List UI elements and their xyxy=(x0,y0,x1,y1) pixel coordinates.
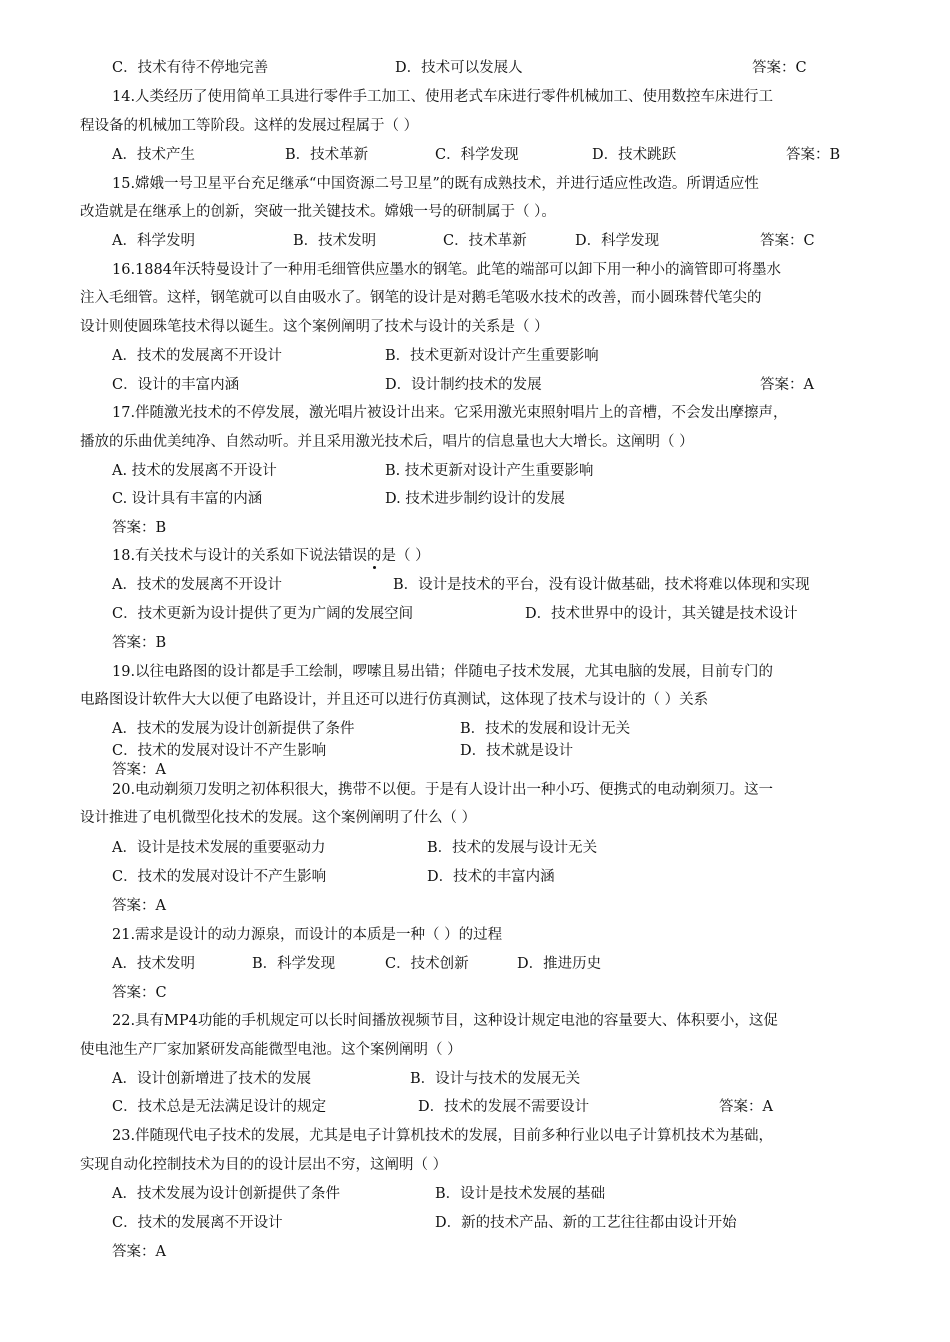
answer-text: 答案：A xyxy=(719,1099,773,1115)
option-text: B．技术更新对设计产生重要影响 xyxy=(385,348,599,364)
question-text: 20.电动剃须刀发明之初体积很大，携带不以便。于是有人设计出一种小巧、便携式的电动剃须刀。这一 xyxy=(112,782,774,798)
question-text: 实现自动化控制技术为目的的设计层出不穷，这阐明（ ） xyxy=(80,1157,448,1173)
question-text: 22.具有MP4功能的手机规定可以长时间播放视频节目，这种设计规定电池的容量要大、体积要小，这促 xyxy=(112,1013,778,1029)
question-text: 电路图设计软件大大以便了电路设计，并且还可以进行仿真测试，这体现了技术与设计的（ ）关系 xyxy=(80,692,709,708)
option-text: A．技术的发展为设计创新提供了条件 xyxy=(112,721,355,737)
option-text: C．技术更新为设计提供了更为广阔的发展空间 xyxy=(112,606,414,622)
option-text: A．技术的发展离不开设计 xyxy=(112,348,282,364)
option-text: A．设计是技术发展的重要驱动力 xyxy=(112,840,326,856)
option-text: B. 技术更新对设计产生重要影响 xyxy=(385,463,594,479)
question-text: 16.1884年沃特曼设计了一种用毛细管供应墨水的钢笔。此笔的端部可以卸下用一种小的滴管即可将墨水 xyxy=(112,262,781,278)
option-text: A．科学发明 xyxy=(112,233,195,249)
option-text: C．技术的发展对设计不产生影响 xyxy=(112,743,327,759)
answer-text: 答案：A xyxy=(112,1244,166,1260)
option-text: C．设计的丰富内涵 xyxy=(112,377,240,393)
option-text: D．设计制约技术的发展 xyxy=(385,377,542,393)
answer-text: 答案：B xyxy=(112,635,167,651)
option-text: D．技术的发展不需要设计 xyxy=(418,1099,590,1115)
question-text: 播放的乐曲优美纯净、自然动听。并且采用激光技术后，唱片的信息量也大大增长。这阐明（ ） xyxy=(80,434,694,450)
option-text: B．技术的发展和设计无关 xyxy=(460,721,631,737)
question-text: 设计推进了电机微型化技术的发展。这个案例阐明了什么（ ） xyxy=(80,810,477,826)
option-text: C．技术有待不停地完善 xyxy=(112,60,269,76)
option-text: D．技术跳跃 xyxy=(592,147,677,163)
option-text: D．技术世界中的设计，其关键是技术设计 xyxy=(525,606,798,622)
question-text: 改造就是在继承上的创新，突破一批关键技术。嫦娥一号的研制属于（ ）。 xyxy=(80,204,556,220)
option-text: A．技术产生 xyxy=(112,147,195,163)
question-text: 17.伴随激光技术的不停发展，激光唱片被设计出来。它采用激光束照射唱片上的音槽，不会发出摩擦声， xyxy=(112,405,788,421)
question-text: 使电池生产厂家加紧研发高能微型电池。这个案例阐明（ ） xyxy=(80,1042,462,1058)
question-text: 23.伴随现代电子技术的发展，尤其是电子计算机技术的发展，目前多种行业以电子计算机技术为基础， xyxy=(112,1128,774,1144)
question-text: 19.以往电路图的设计都是手工绘制，啰嗦且易出错；伴随电子技术发展，尤其电脑的发展，目前专门的 xyxy=(112,664,774,680)
emphasis-dot xyxy=(373,566,376,569)
answer-text: 答案：C xyxy=(112,985,167,1001)
answer-text: 答案：C xyxy=(752,60,807,76)
option-text: A．设计创新增进了技术的发展 xyxy=(112,1071,311,1087)
option-text: D．技术可以发展人 xyxy=(395,60,523,76)
option-text: B．设计是技术发展的基础 xyxy=(435,1186,606,1202)
option-text: C．技术总是无法满足设计的规定 xyxy=(112,1099,327,1115)
question-text: 14.人类经历了使用简单工具进行零件手工加工、使用老式车床进行零件机械加工、使用数控车床进行工 xyxy=(112,89,774,105)
option-text: C. 设计具有丰富的内涵 xyxy=(112,491,263,507)
answer-text: 答案：B xyxy=(786,147,841,163)
option-text: B．技术的发展与设计无关 xyxy=(427,840,598,856)
answer-text: 答案：A xyxy=(760,377,814,393)
question-text: 15.嫦娥一号卫星平台充足继承“中国资源二号卫星”的既有成熟技术，并进行适应性改造。所谓适应性 xyxy=(112,176,759,192)
option-text: D．技术就是设计 xyxy=(460,743,574,759)
option-text: C．科学发现 xyxy=(435,147,519,163)
answer-text: 答案：B xyxy=(112,520,167,536)
option-text: B．技术发明 xyxy=(293,233,377,249)
option-text: D．科学发现 xyxy=(575,233,660,249)
option-text: A．技术发明 xyxy=(112,956,195,972)
option-text: A. 技术的发展离不开设计 xyxy=(112,463,277,479)
option-text: D．推进历史 xyxy=(517,956,602,972)
option-text: D．技术的丰富内涵 xyxy=(427,869,555,885)
option-text: D．新的技术产品、新的工艺往往都由设计开始 xyxy=(435,1215,737,1231)
question-text: 设计则使圆珠笔技术得以诞生。这个案例阐明了技术与设计的关系是（ ） xyxy=(80,319,549,335)
question-text: 注入毛细管。这样，钢笔就可以自由吸水了。钢笔的设计是对鹅毛笔吸水技术的改善，而小圆珠替代笔尖的 xyxy=(80,290,762,306)
option-text: C．技术的发展对设计不产生影响 xyxy=(112,869,327,885)
option-text: A．技术发展为设计创新提供了条件 xyxy=(112,1186,340,1202)
option-text: C．技术的发展离不开设计 xyxy=(112,1215,283,1231)
option-text: B．科学发现 xyxy=(252,956,336,972)
option-text: B．设计与技术的发展无关 xyxy=(410,1071,581,1087)
option-text: C．技术创新 xyxy=(385,956,469,972)
question-text: 程设备的机械加工等阶段。这样的发展过程属于（ ） xyxy=(80,118,419,134)
option-text: B．技术革新 xyxy=(285,147,369,163)
option-text: B．设计是技术的平台，没有设计做基础，技术将难以体现和实现 xyxy=(393,577,810,593)
option-text: D. 技术进步制约设计的发展 xyxy=(385,491,565,507)
question-text: 21.需求是设计的动力源泉，而设计的本质是一种（ ）的过程 xyxy=(112,927,503,943)
answer-text: 答案：A xyxy=(112,898,166,914)
option-text: A．技术的发展离不开设计 xyxy=(112,577,282,593)
question-text: 18.有关技术与设计的关系如下说法错误的是（ ） xyxy=(112,548,430,564)
option-text: C．技术革新 xyxy=(443,233,527,249)
answer-text: 答案：C xyxy=(760,233,815,249)
answer-text: 答案：A xyxy=(112,762,166,778)
